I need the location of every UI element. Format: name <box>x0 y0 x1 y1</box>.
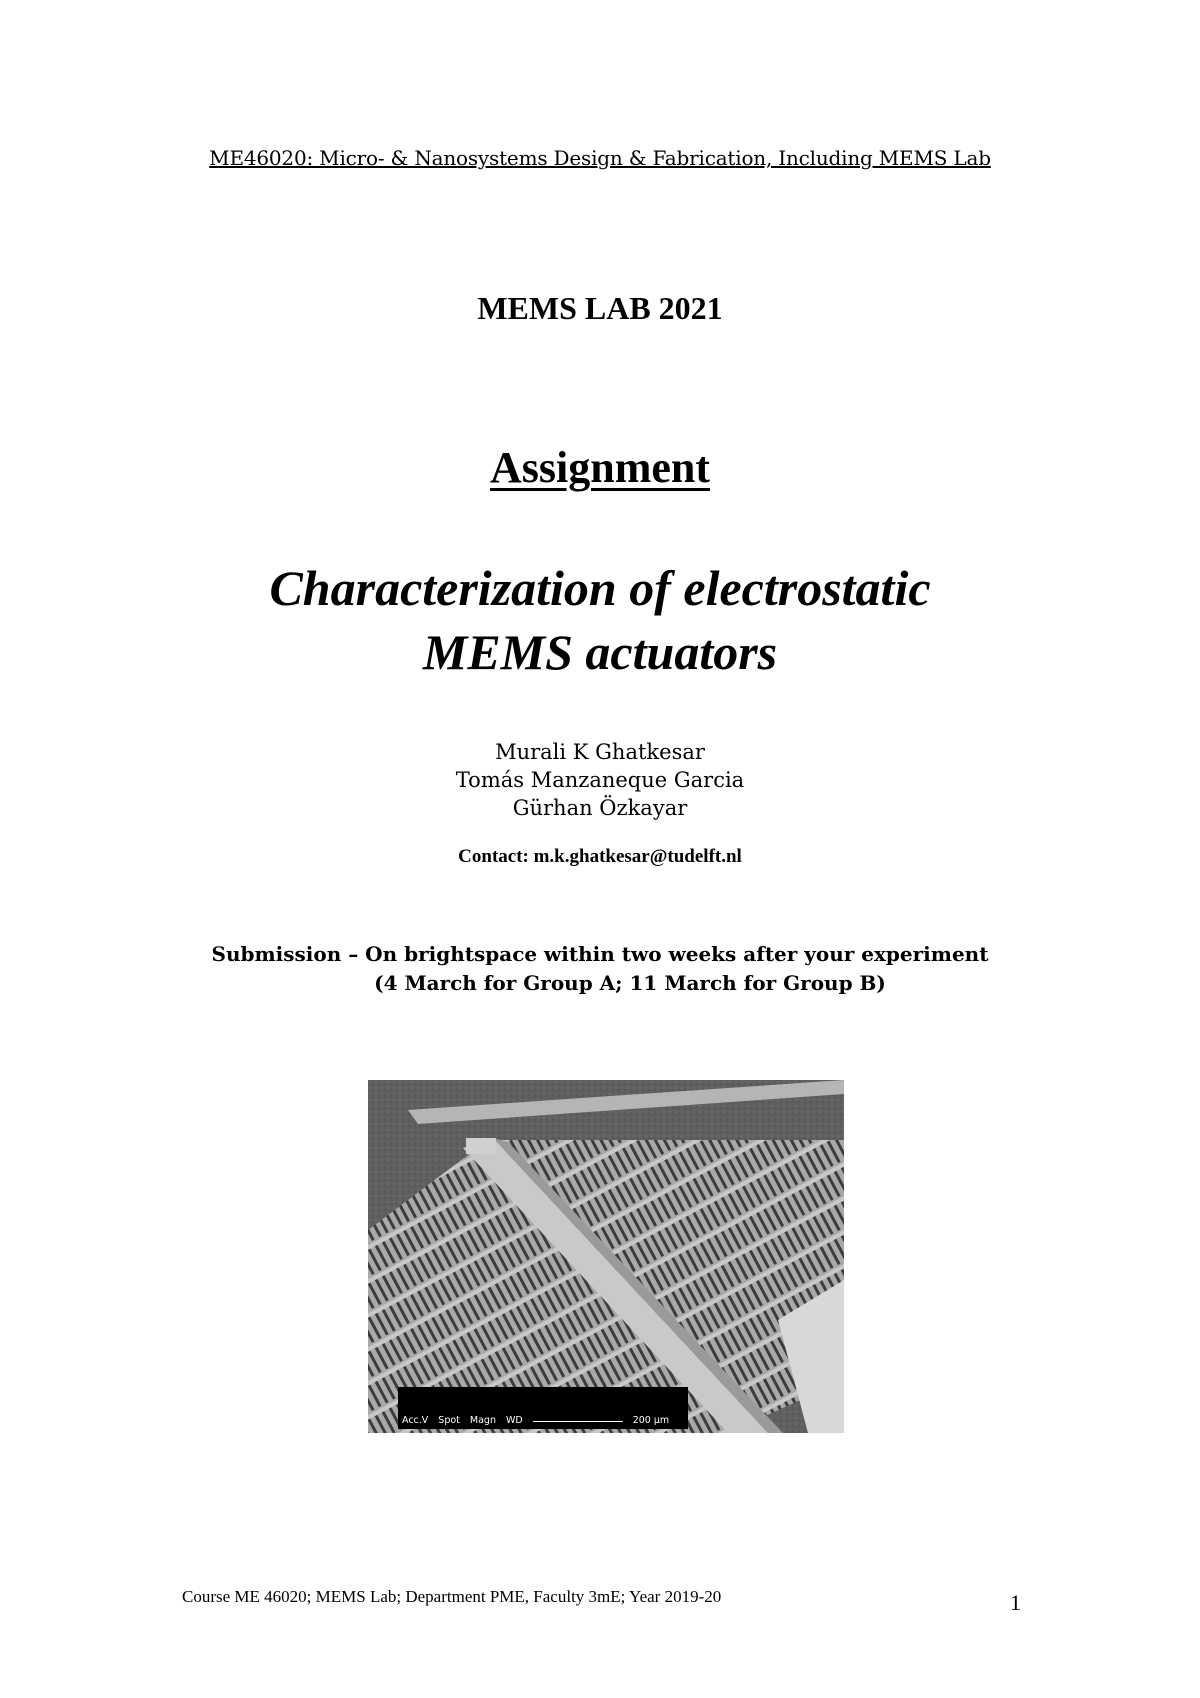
author-1: Murali K Ghatkesar <box>495 740 705 764</box>
page-footer: Course ME 46020; MEMS Lab; Department PME, Faculty 3mE; Year 2019-20 <box>182 1587 722 1606</box>
subtitle-line-1: Characterization of electrostatic <box>269 560 931 616</box>
course-header: ME46020: Micro- & Nanosystems Design & Fabrication, Including MEMS Lab <box>209 146 991 170</box>
submission-line-1: Submission – On brightspace within two weeks after your experiment <box>211 942 989 966</box>
sem-scale-bar <box>533 1421 623 1427</box>
author-3: Gürhan Özkayar <box>512 796 688 820</box>
document-type-title: Assignment <box>489 443 711 492</box>
subtitle-line-2: MEMS actuators <box>422 624 778 680</box>
author-list <box>0 738 1200 822</box>
sem-label-magn: Magn <box>469 1415 496 1426</box>
sem-label-wd: WD <box>505 1415 523 1426</box>
sem-value-accv: 15.0 kV <box>402 1451 439 1462</box>
sem-label-accv: Acc.V <box>402 1415 429 1426</box>
sem-structure-graphic <box>368 1080 844 1433</box>
submission-info <box>0 940 1200 998</box>
sem-label-spot: Spot <box>438 1415 460 1426</box>
sem-value-wd: 9.8 <box>507 1451 523 1462</box>
page-number: 1 <box>1010 1590 1021 1615</box>
sem-micrograph <box>368 1080 844 1462</box>
submission-line-2: (4 March for Group A; 11 March for Group B) <box>374 971 886 995</box>
sem-value-magn: 250x <box>473 1451 498 1462</box>
sem-value-spot: 2.0 <box>448 1451 464 1462</box>
sem-scale-label: 200 µm <box>632 1415 670 1426</box>
sem-caption: structure after HF Vapor <box>532 1451 647 1462</box>
document-subtitle <box>0 556 1200 684</box>
lab-title: MEMS LAB 2021 <box>477 290 723 326</box>
contact-line: Contact: m.k.ghatkesar@tudelft.nl <box>458 846 742 867</box>
author-2: Tomás Manzaneque Garcia <box>455 768 745 792</box>
sem-data-bar <box>398 1387 688 1462</box>
